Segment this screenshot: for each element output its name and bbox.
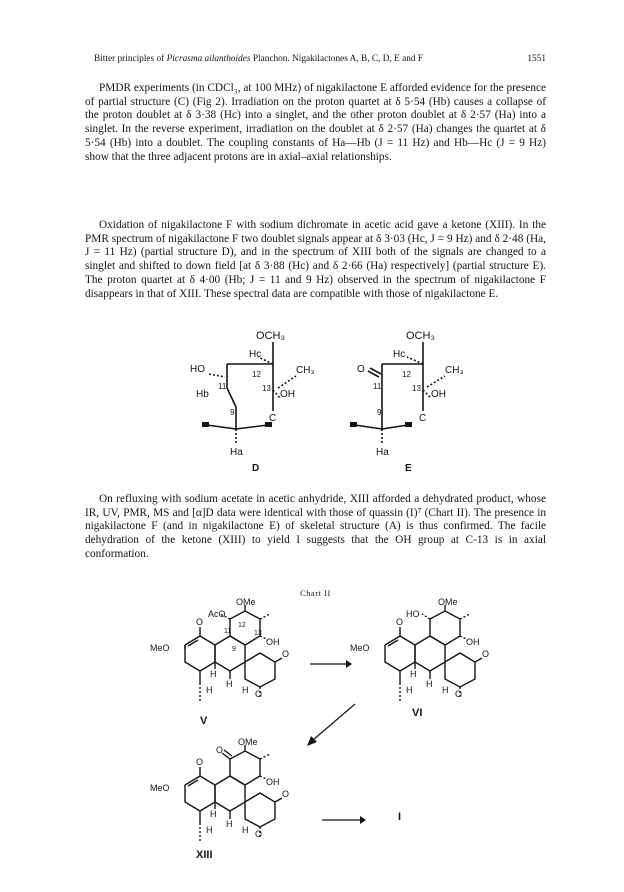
running-title: Bitter principles of Picrasma ailanthoides Planchon. Nigakilactones A, B, C, D, E and F xyxy=(94,54,423,64)
v-aco-label: AcO xyxy=(208,609,226,619)
paragraph-dehydration: On refluxing with sodium acetate in acetic anhydride, XIII afforded a dehydrated product, whose IR, UV, PMR, MS and [α]D data were identical with those of quassin (I)⁷ (Chart II). The presence in nigakilactone F (and in nigakilactone E) of skeletal structure (A) is thus confirmed. The facile dehydration of the ketone (XIII) to yield I suggests that the OH group at C-13 is in axial conformation. xyxy=(85,493,546,560)
paragraph-pmdr: PMDR experiments (in CDCl₃, at 100 MHz) of nigakilactone E afforded evidence for the presence of partial structure (C) (Fig 2). Irradiation on the proton quartet at δ 5·54 (Hb) causes a collapse of the proton doublet at δ 3·38 (Hc) into a singlet, and the other proton doublet at δ 2·57 (Ha) into a singlet. In the reverse experiment, irradiation on the doublet at δ 2·57 (Ha) changes the quartet at δ 5·54 (Hb) into a doublet. The coupling constants of Ha—Hb (J = 11 Hz) and Hb—Hc (J = 9 Hz) show that the three adjacent protons are in axial–axial relationships. xyxy=(85,82,546,163)
v-carbonyl-o: O xyxy=(282,649,290,659)
v-h4: H xyxy=(242,685,249,695)
vi-ho-label: HO xyxy=(406,609,420,619)
e-structure-label: E xyxy=(405,463,412,474)
v-c9-label: 9 xyxy=(232,646,236,653)
v-h2: H xyxy=(226,679,233,689)
d-c11-label: 11 xyxy=(218,382,227,391)
vi-lactone-o: O xyxy=(455,689,463,699)
partial-structure-e xyxy=(335,325,495,473)
v-lactone-o: O xyxy=(255,689,263,699)
xiii-ome-label: OMe xyxy=(238,737,258,747)
e-ch3-label: CH₃ xyxy=(445,365,464,376)
v-ketone-o: O xyxy=(196,617,204,627)
running-header xyxy=(94,54,546,68)
compound-xiii-structure xyxy=(150,737,305,845)
xiii-oh-label: OH xyxy=(266,777,280,787)
xiii-h3: H xyxy=(206,825,213,835)
arrow-v-to-vi xyxy=(308,658,352,670)
xiii-h4: H xyxy=(242,825,249,835)
xiii-h2: H xyxy=(226,819,233,829)
d-c9-label: 9 xyxy=(230,408,235,417)
e-ha-label: Ha xyxy=(376,447,389,458)
compound-v-structure xyxy=(150,597,305,705)
e-oh-label: OH xyxy=(431,389,446,400)
paragraph-oxidation: Oxidation of nigakilactone F with sodium dichromate in acetic acid gave a ketone (XIII). In the PMR spectrum of nigakilactone F two doublet signals appear at δ 3·03 (Hc, J = 9 Hz) and δ 2·48 (Ha, J = 11 Hz) (partial structure D), and in the spectrum of XIII both of the signals are changed to a singlet and shifted to down field [at δ 3·88 (Hc) and δ 2·66 (Ha) respectively] (partial structure E). The proton quartet at δ 4·00 (Hb; J = 11 and 9 Hz) observed in the spectrum of nigakilactone F disappears in that of XIII. These spectral data are compatible with those of nigakilactone E. xyxy=(85,219,546,300)
v-h1: H xyxy=(210,669,217,679)
v-c13-label: 13 xyxy=(254,630,262,637)
arrow-vi-to-xiii xyxy=(305,702,357,748)
vi-label: VI xyxy=(412,707,423,719)
v-c11-label: 11 xyxy=(224,628,232,635)
vi-oh-label: OH xyxy=(466,637,480,647)
vi-carbonyl-o: O xyxy=(482,649,490,659)
xiii-lactone-o: O xyxy=(255,829,263,839)
d-hc-label: Hc xyxy=(249,349,262,360)
vi-ketone-o: O xyxy=(396,617,404,627)
d-ch3-label: CH₃ xyxy=(296,365,315,376)
e-c11-label: 11 xyxy=(373,382,382,391)
v-ome-label: OMe xyxy=(236,597,256,607)
chart-ii-title: Chart II xyxy=(300,589,331,598)
xiii-carbonyl-o: O xyxy=(282,789,290,799)
v-c12-label: 12 xyxy=(238,622,246,629)
partial-structure-d xyxy=(190,325,350,473)
xiii-ketone-o: O xyxy=(216,745,224,755)
compound-vi-structure xyxy=(350,597,505,705)
vi-h1: H xyxy=(410,669,417,679)
xiii-a-ring-o: O xyxy=(196,757,204,767)
d-c13-label: 13 xyxy=(262,384,271,393)
e-c13-label: 13 xyxy=(412,384,421,393)
e-o-label: O xyxy=(357,364,365,375)
product-i-label: I xyxy=(398,811,402,823)
d-oh-label: OH xyxy=(280,389,295,400)
e-c9-label: 9 xyxy=(377,408,382,417)
xiii-h1: H xyxy=(210,809,217,819)
vi-h3: H xyxy=(406,685,413,695)
v-meo-label: MeO xyxy=(150,643,170,653)
d-hb-label: Hb xyxy=(196,389,209,400)
d-structure-label: D xyxy=(252,463,260,474)
e-och3-label: OCH₃ xyxy=(406,330,435,342)
vi-ome-label: OMe xyxy=(438,597,458,607)
d-ha-label: Ha xyxy=(230,447,243,458)
d-ho-label: HO xyxy=(190,364,205,375)
page-number: 1551 xyxy=(527,54,546,64)
v-h3: H xyxy=(206,685,213,695)
d-c12-label: 12 xyxy=(252,370,261,379)
d-c-label: C xyxy=(269,413,277,424)
e-hc-label: Hc xyxy=(393,349,406,360)
vi-meo-label: MeO xyxy=(350,643,370,653)
d-och3-label: OCH₃ xyxy=(256,330,285,342)
v-label: V xyxy=(200,715,208,727)
vi-h4: H xyxy=(442,685,449,695)
vi-h2: H xyxy=(426,679,433,689)
xiii-label: XIII xyxy=(196,849,213,861)
xiii-meo-label: MeO xyxy=(150,783,170,793)
e-c-label: C xyxy=(419,413,427,424)
arrow-xiii-to-i xyxy=(320,814,366,826)
e-c12-label: 12 xyxy=(402,370,411,379)
v-oh-label: OH xyxy=(266,637,280,647)
